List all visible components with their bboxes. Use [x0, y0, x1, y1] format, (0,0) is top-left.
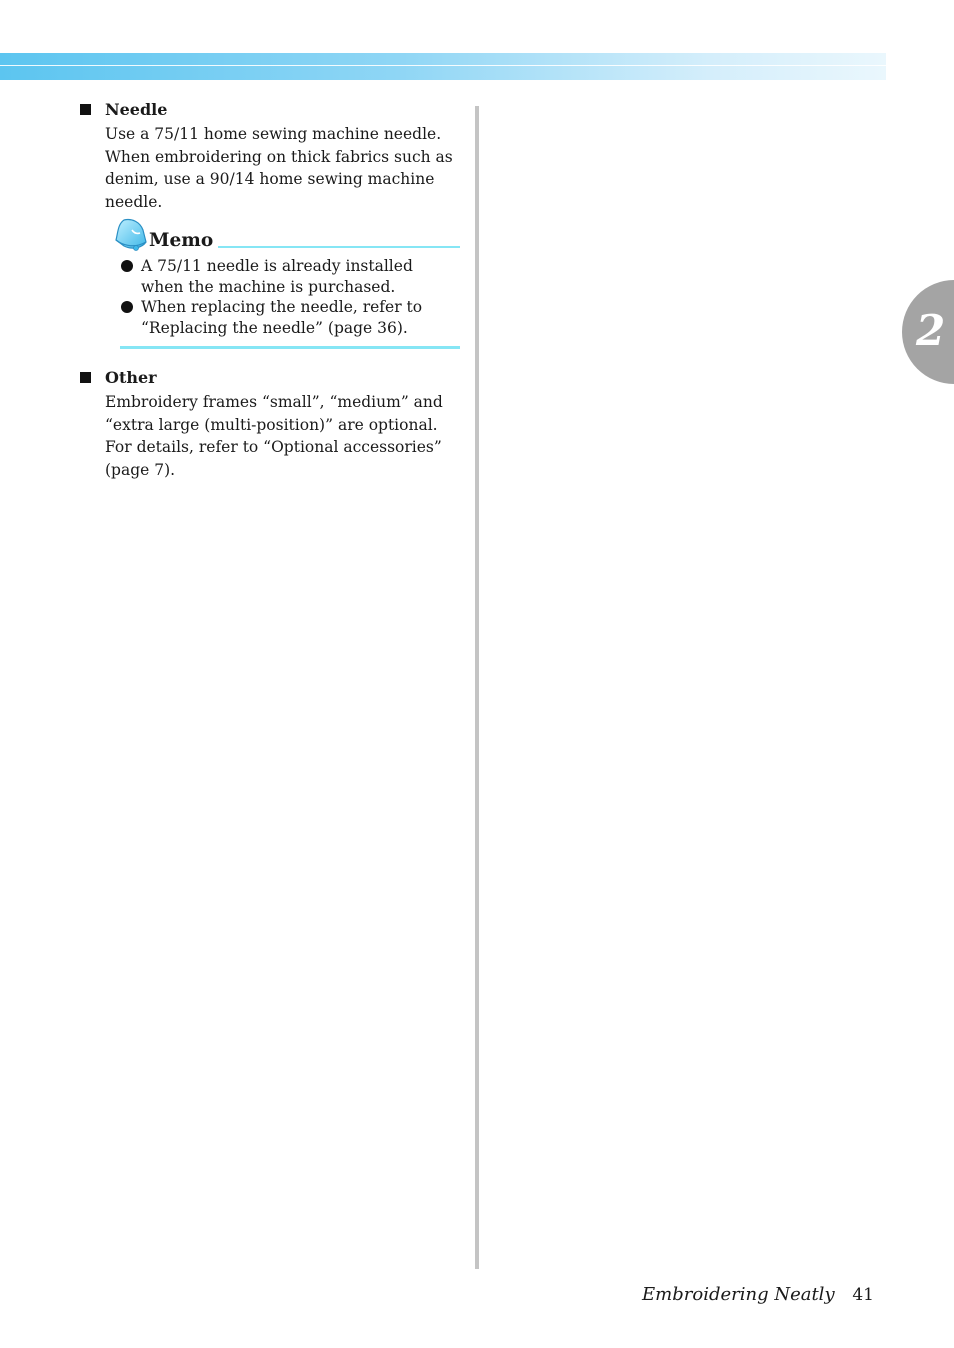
- memo-item-text: When replacing the needle, refer to “Replacing the needle” (page 36).: [141, 298, 423, 337]
- section-heading: [78, 99, 462, 121]
- chapter-tab: [902, 280, 954, 384]
- section-needle: [78, 99, 462, 214]
- memo-bottom-rule: [120, 346, 460, 349]
- header-band-stripe: [0, 65, 886, 66]
- section-body-needle: Use a 75/11 home sewing machine needle. When embroidering on thick fabrics such as denim, use a 90/14 home sewing machine needle.: [105, 125, 453, 212]
- memo-item: [120, 297, 460, 338]
- round-bullet-icon: [121, 301, 133, 313]
- section-title-other: Other: [105, 368, 157, 387]
- chapter-number: 2: [916, 306, 946, 355]
- memo-title: Memo: [149, 230, 214, 251]
- square-bullet-icon: [80, 372, 91, 383]
- memo-item: [120, 256, 460, 297]
- footer-title: Embroidering Neatly: [642, 1284, 835, 1305]
- page-number: 41: [852, 1285, 874, 1305]
- memo-item-text: A 75/11 needle is already installed when the machine is purchased.: [141, 257, 413, 296]
- section-other: [78, 367, 462, 482]
- section-body-other: Embroidery frames “small”, “medium” and “extra large (multi-position)” are optional. For details, refer to “Optional accessories” (page 7).: [105, 393, 443, 480]
- memo-bell-icon: [112, 218, 148, 252]
- header-band: [0, 53, 886, 80]
- memo-top-rule: [218, 246, 460, 248]
- square-bullet-icon: [80, 104, 91, 115]
- memo-list: [120, 256, 460, 338]
- section-title-needle: Needle: [105, 100, 168, 119]
- page-footer: [642, 1284, 874, 1305]
- round-bullet-icon: [121, 260, 133, 272]
- memo-box: [112, 218, 460, 352]
- column-divider: [475, 106, 479, 1269]
- section-heading: [78, 367, 462, 389]
